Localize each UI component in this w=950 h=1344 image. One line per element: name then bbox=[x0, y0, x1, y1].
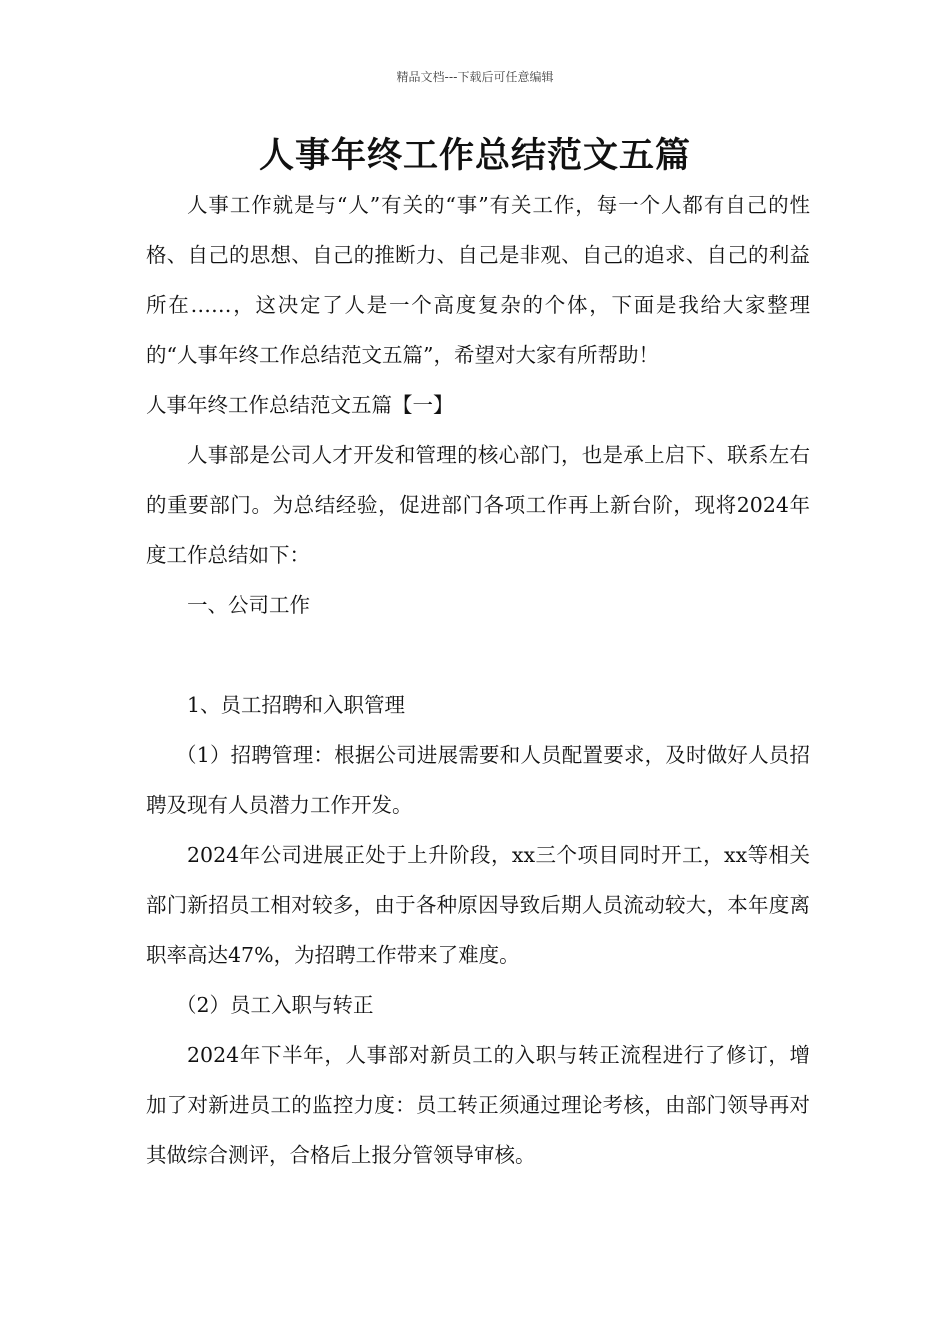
document-body bbox=[146, 180, 810, 1180]
section-one-intro-paragraph: 人事部是公司人才开发和管理的核心部门，也是承上启下、联系左右的重要部门。为总结经验，促进部门各项工作再上新台阶，现将2024年度工作总结如下： bbox=[146, 443, 810, 567]
header-note: 精品文档---下载后可任意编辑 bbox=[396, 70, 554, 84]
company-work-heading: 一、公司工作 bbox=[187, 593, 310, 617]
blank-line bbox=[146, 630, 810, 680]
recruitment-heading: 1、员工招聘和入职管理 bbox=[187, 693, 406, 717]
recruitment-2024-paragraph: 2024年公司进展正处于上升阶段，xx三个项目同时开工，xx等相关部门新招员工相对较多，由于各种原因导致后期人员流动较大，本年度离职率高达47%，为招聘工作带来了难度。 bbox=[146, 843, 810, 967]
recruitment-management-paragraph: （1）招聘管理：根据公司进展需要和人员配置要求，及时做好人员招聘及现有人员潜力工作开发。 bbox=[146, 743, 810, 817]
onboarding-2024-paragraph: 2024年下半年，人事部对新员工的入职与转正流程进行了修订，增加了对新进员工的监控力度：员工转正须通过理论考核，由部门领导再对其做综合测评，合格后上报分管领导审核。 bbox=[146, 1043, 810, 1167]
section-one-heading: 人事年终工作总结范文五篇【一】 bbox=[146, 393, 454, 417]
onboarding-heading: （2）员工入职与转正 bbox=[176, 993, 374, 1017]
document-title: 人事年终工作总结范文五篇 bbox=[258, 136, 691, 176]
intro-paragraph: 人事工作就是与“人”有关的“事”有关工作，每一个人都有自己的性格、自己的思想、自己的推断力、自己是非观、自己的追求、自己的利益所在……，这决定了人是一个高度复杂的个体，下面是我给大家整理的“人事年终工作总结范文五篇”，希望对大家有所帮助！ bbox=[146, 193, 810, 367]
